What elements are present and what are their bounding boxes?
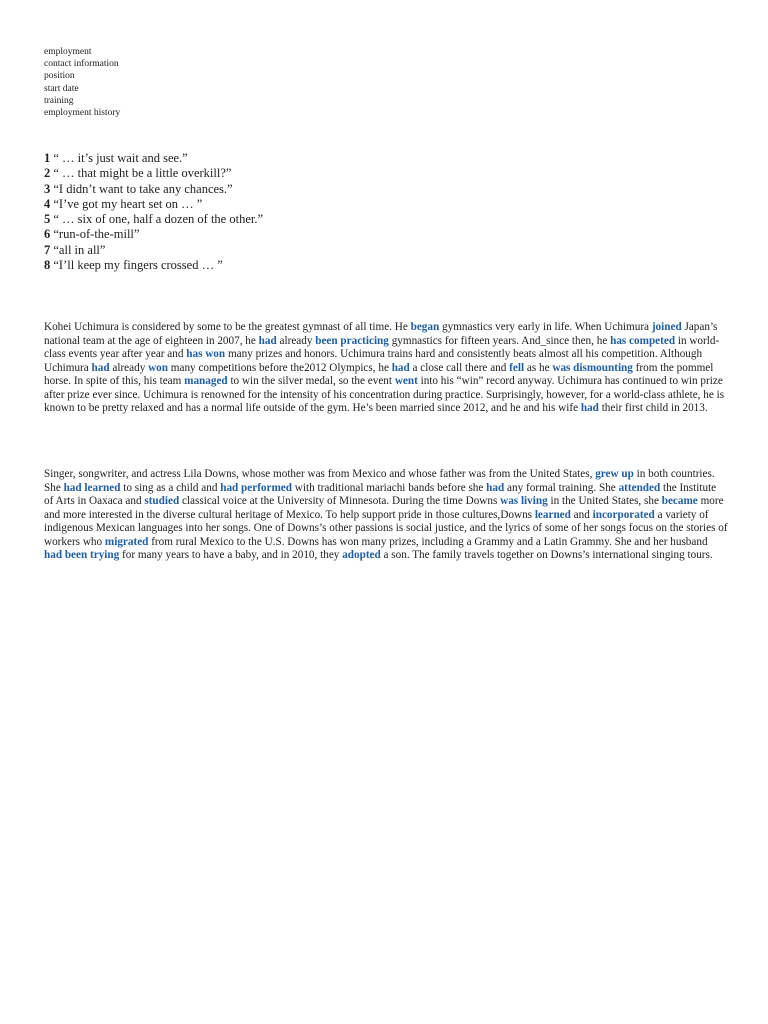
quote-text: “I’ve got my heart set on … ” [53, 196, 203, 211]
paragraph-text: in world-class events year after year and [44, 334, 720, 361]
highlighted-verb: had performed [220, 481, 292, 494]
highlighted-verb: had learned [63, 481, 121, 494]
paragraph-text: in both countries. She [44, 468, 715, 494]
vocab-item: employment history [44, 108, 121, 119]
vocab-item: training [44, 95, 74, 106]
highlighted-verb: fell [509, 361, 525, 374]
vocab-item: position [44, 71, 75, 82]
highlighted-verb: learned [534, 508, 571, 521]
quote-item [44, 227, 263, 242]
paragraph-text: already [276, 334, 316, 347]
highlighted-verb: had [391, 361, 410, 374]
highlighted-verb: managed [184, 375, 228, 388]
paragraph-text: and [570, 508, 593, 521]
quote-text: “I’ll keep my fingers crossed … ” [53, 258, 223, 273]
paragraph-text: a close call there and [409, 361, 510, 374]
quote-text: “ … that might be a little overkill?” [53, 166, 232, 181]
highlighted-verb: has competed [610, 334, 676, 347]
vocab-item: contact information [44, 59, 119, 70]
highlighted-verb: was living [500, 495, 548, 508]
highlighted-verb: was dismounting [552, 361, 633, 374]
highlighted-verb: went [394, 375, 418, 388]
quote-number: 3 [44, 181, 51, 196]
quote-item [44, 182, 263, 197]
paragraph-text: their first child in 2013. [598, 402, 708, 415]
paragraph-text: gymnastics very early in life. When Uchimura [439, 321, 652, 334]
paragraph-text: already [109, 361, 149, 374]
paragraph-text: any formal training. She [504, 481, 619, 494]
highlighted-verb: became [661, 495, 698, 508]
quote-text: “run-of-the-mill” [53, 227, 140, 242]
quote-item [44, 197, 263, 212]
highlighted-verb: won [148, 361, 168, 374]
paragraph-text: from the pommel horse. In spite of this, his team [44, 361, 714, 388]
quote-number: 6 [44, 227, 51, 242]
highlighted-verb: studied [144, 495, 180, 508]
paragraph-downs [44, 468, 728, 563]
paragraph-text: gymnastics for fifteen years. And_since then, he [388, 334, 611, 347]
quote-number: 5 [44, 212, 51, 227]
quote-item [44, 258, 263, 273]
quote-list [44, 151, 263, 273]
paragraph-text: from rural Mexico to the U.S. Downs has won many prizes, including a Grammy and a Latin Grammy. She and her husband [148, 535, 708, 548]
paragraph-text: a variety of indigenous Mexican languages into her songs. One of Downs’s other passions is social justice, and the lyrics of some of her songs focus on the stories of workers who [44, 508, 728, 548]
quote-item [44, 212, 263, 227]
quote-item [44, 166, 263, 181]
paragraph-text: Kohei Uchimura is considered by some to be the greatest gymnast of all time. He [44, 321, 411, 334]
quote-text: “I didn’t want to take any chances.” [53, 181, 233, 196]
highlighted-verb: incorporated [592, 508, 655, 521]
highlighted-verb: had been trying [44, 549, 120, 562]
quote-number: 7 [44, 242, 51, 257]
quote-item [44, 243, 263, 258]
highlighted-verb: has won [186, 348, 226, 361]
vocabulary-list [44, 46, 120, 119]
highlighted-verb: attended [618, 481, 661, 494]
quote-text: “ … it’s just wait and see.” [53, 151, 188, 165]
paragraph-uchimura [44, 321, 728, 416]
highlighted-verb: had [258, 334, 277, 347]
paragraph-text: with traditional mariachi bands before she [292, 481, 487, 494]
paragraph-text: the Institute of Arts in Oaxaca and [44, 481, 717, 508]
paragraph-text: Singer, songwriter, and actress Lila Downs, whose mother was from Mexico and whose father was from the United States, [44, 468, 596, 481]
paragraph-text: more and more interested in the diverse cultural heritage of Mexico. To help support pride in those cultures,Downs [44, 495, 724, 521]
paragraph-text: many competitions before the2012 Olympics, he [168, 361, 392, 374]
highlighted-verb: had [486, 481, 505, 494]
highlighted-verb: migrated [104, 535, 149, 548]
highlighted-verb: been practicing [315, 334, 389, 347]
quote-number: 2 [44, 166, 51, 181]
paragraph-text: for many years to have a baby, and in 2010, they [119, 549, 343, 562]
paragraph-text: to win the silver medal, so the event [227, 375, 395, 388]
quote-text: “ … six of one, half a dozen of the other.” [53, 212, 264, 227]
highlighted-verb: had [91, 361, 110, 374]
quote-number: 4 [44, 196, 51, 211]
paragraph-text: as he [524, 361, 553, 374]
quote-text: “all in all” [53, 242, 106, 257]
paragraph-text: in the United States, she [547, 495, 662, 508]
vocab-item: start date [44, 83, 79, 94]
highlighted-verb: adopted [342, 549, 381, 562]
paragraph-text: to sing as a child and [120, 481, 221, 494]
highlighted-verb: began [410, 321, 440, 334]
paragraph-text: many prizes and honors. Uchimura trains hard and consistently beats almost all his competition. Although Uchimura [44, 348, 703, 374]
paragraph-text: into his “win” record anyway. Uchimura has continued to win prize after prize ever since. Uchimura is renowned for the intensity of his concentration during practice. Surprisingly, however, for a world-class athlete, he is known to be pretty relaxed and has a normal life outside of the gym. He’s been married since 2012, and he and his wife [44, 375, 725, 415]
quote-number: 1 [44, 151, 51, 165]
highlighted-verb: joined [651, 321, 682, 334]
highlighted-verb: grew up [595, 468, 634, 481]
highlighted-verb: had [580, 402, 599, 415]
paragraph-text: Japan’s national team at the age of eighteen in 2007, he [44, 321, 718, 347]
paragraph-text: a son. The family travels together on Downs’s international singing tours. [380, 549, 713, 562]
quote-item [44, 151, 263, 166]
paragraph-text: classical voice at the University of Minnesota. During the time Downs [179, 495, 501, 508]
vocab-item: employment [44, 47, 92, 57]
quote-number: 8 [44, 258, 51, 273]
